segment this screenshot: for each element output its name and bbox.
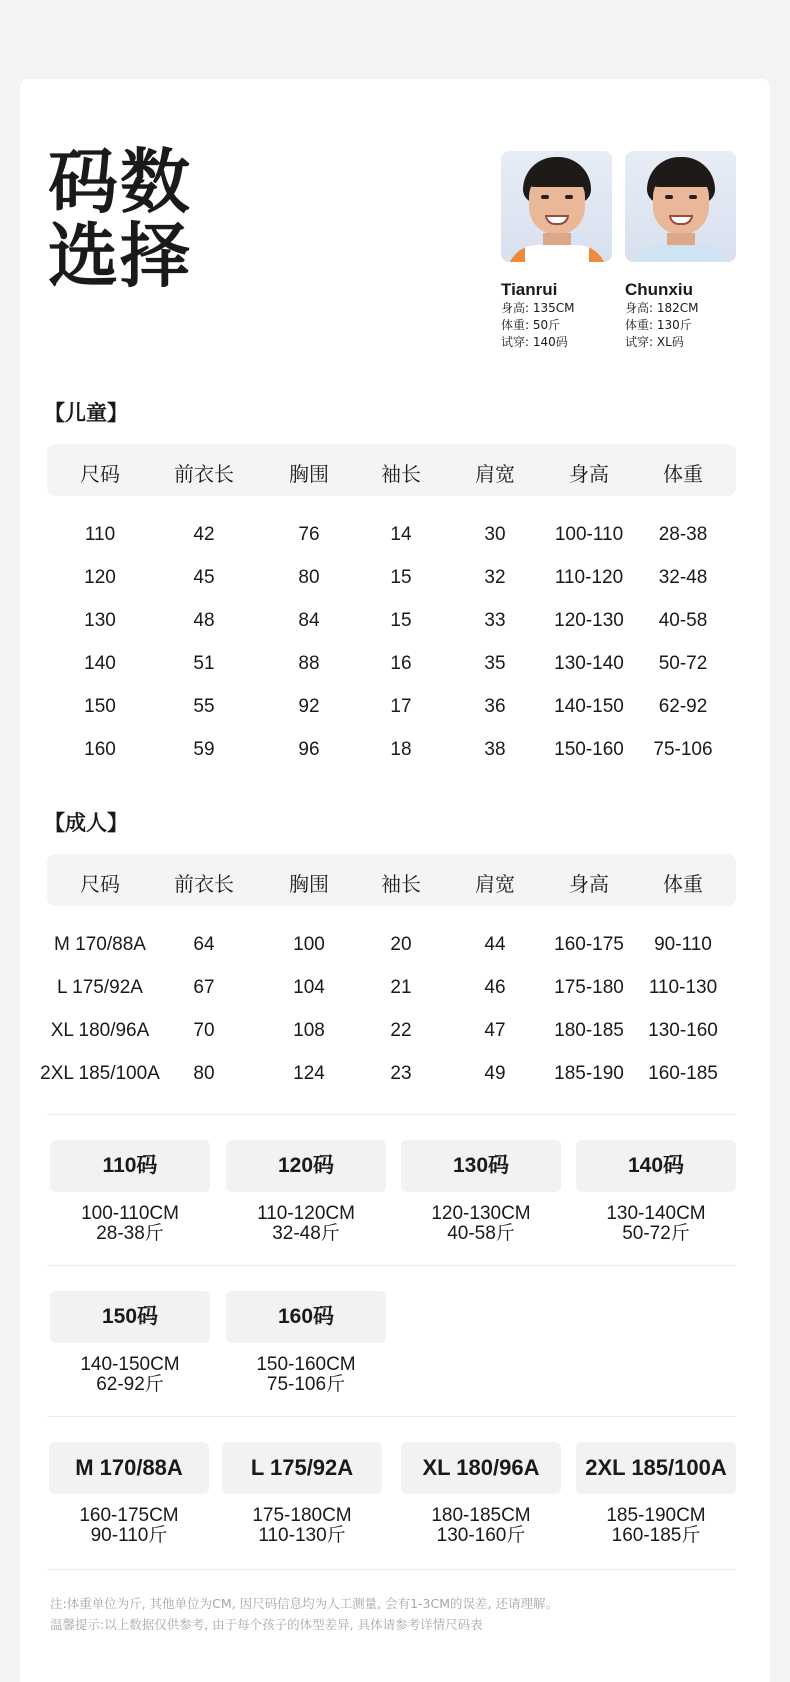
size-chip: 140码: [576, 1140, 736, 1192]
size-chip: 150码: [50, 1291, 210, 1343]
size-chip-info: [217, 1506, 387, 1546]
adults-table-cell: 104: [293, 977, 325, 998]
kids-table-cell: 38: [484, 739, 506, 760]
size-chip-info: [221, 1355, 391, 1395]
adults-table-cell: 175-180: [554, 977, 624, 998]
model-weight: 体重: 50斤: [501, 318, 561, 332]
kids-table-cell: 96: [298, 739, 320, 760]
kids-table-cell: 45: [193, 567, 215, 588]
kids-header-cell: 尺码: [80, 462, 120, 486]
kids-table-cell: 120: [84, 567, 116, 588]
adults-table-cell: L 175/92A: [57, 977, 143, 998]
kids-table-cell: 15: [390, 567, 412, 588]
size-chip-info: [45, 1204, 215, 1244]
kids-table-cell: 150: [84, 696, 116, 717]
size-chip: XL 180/96A: [401, 1442, 561, 1494]
kids-table-cell: 150-160: [554, 739, 624, 760]
size-chip-info: [571, 1506, 741, 1546]
adults-table-cell: 110-130: [648, 977, 718, 998]
size-chip-info: [396, 1506, 566, 1546]
kids-table-cell: 140: [84, 653, 116, 674]
size-chip: L 175/92A: [222, 1442, 382, 1494]
adults-table-cell: 20: [390, 934, 412, 955]
kids-table-cell: 36: [484, 696, 506, 717]
size-chip-info: [44, 1506, 214, 1546]
size-chip: 110码: [50, 1140, 210, 1192]
title-line-2: 选择: [48, 215, 192, 297]
adults-table-cell: 180-185: [554, 1020, 624, 1041]
adults-header-cell: 尺码: [80, 872, 120, 896]
kids-table-cell: 30: [484, 524, 506, 545]
kids-table-cell: 120-130: [554, 610, 624, 631]
chip-height-range: 110-120CM: [257, 1203, 355, 1224]
kids-header-cell: 肩宽: [475, 462, 515, 486]
chip-weight-range: 75-106斤: [266, 1374, 346, 1395]
kids-table-cell: 76: [298, 524, 320, 545]
kids-section-label: 【儿童】: [44, 401, 128, 425]
chip-weight-range: 28-38斤: [96, 1223, 164, 1244]
model-photo-tianrui: [501, 151, 612, 262]
chip-weight-range: 90-110斤: [90, 1525, 168, 1546]
kids-table-cell: 32-48: [658, 567, 708, 588]
model-name: Tianrui: [501, 280, 558, 299]
chip-weight-range: 130-160斤: [436, 1525, 526, 1546]
adults-header-cell: 前衣长: [174, 872, 234, 896]
model-photo-chunxiu: [625, 151, 736, 262]
adults-header-cell: 袖长: [381, 872, 421, 896]
adults-table-header: [47, 854, 736, 906]
chip-height-range: 130-140CM: [606, 1203, 706, 1224]
kids-header-cell: 胸围: [289, 462, 329, 486]
chip-height-range: 120-130CM: [431, 1203, 531, 1224]
kids-header-cell: 袖长: [381, 462, 421, 486]
size-chip: 120码: [226, 1140, 386, 1192]
kids-table-cell: 42: [193, 524, 215, 545]
kids-header-cell: 体重: [663, 462, 703, 486]
size-chip: 2XL 185/100A: [576, 1442, 736, 1494]
kids-table-cell: 35: [484, 653, 506, 674]
model-card-chunxiu: [625, 151, 736, 351]
kids-table-cell: 48: [193, 610, 215, 631]
kids-table-cell: 50-72: [658, 653, 708, 674]
chip-height-range: 180-185CM: [431, 1505, 531, 1526]
chip-height-range: 175-180CM: [252, 1505, 352, 1526]
chip-weight-range: 62-92斤: [96, 1374, 164, 1395]
chip-weight-range: 110-130斤: [258, 1525, 346, 1546]
adults-table-cell: 46: [484, 977, 506, 998]
adults-table-cell: 130-160: [648, 1020, 718, 1041]
size-chip: 130码: [401, 1140, 561, 1192]
kids-table-cell: 40-58: [658, 610, 708, 631]
kids-table-cell: 59: [193, 739, 215, 760]
model-height: 身高: 135CM: [501, 301, 575, 315]
kids-table-cell: 110-120: [554, 567, 624, 588]
kids-table-cell: 28-38: [658, 524, 708, 545]
divider: [47, 1265, 736, 1266]
kids-table-cell: 15: [390, 610, 412, 631]
adults-table-cell: 67: [193, 977, 215, 998]
adults-table-cell: 100: [293, 934, 325, 955]
kids-table-cell: 33: [484, 610, 506, 631]
size-chip: M 170/88A: [49, 1442, 209, 1494]
page-title: [48, 141, 192, 297]
kids-table-cell: 92: [298, 696, 320, 717]
divider: [47, 1569, 736, 1570]
kids-table-header: [47, 444, 736, 496]
kids-table-cell: 62-92: [658, 696, 708, 717]
adults-table-cell: 49: [484, 1063, 506, 1084]
model-weight: 体重: 130斤: [625, 318, 692, 332]
size-chip-info: [396, 1204, 566, 1244]
model-name: Chunxiu: [625, 280, 693, 299]
kids-table-cell: 75-106: [653, 739, 713, 760]
adults-table-cell: 90-110: [654, 934, 712, 955]
chip-height-range: 150-160CM: [256, 1354, 356, 1375]
divider: [47, 1416, 736, 1417]
adults-table-cell: 64: [193, 934, 215, 955]
adults-table-cell: 23: [390, 1063, 412, 1084]
adults-table-cell: 22: [390, 1020, 412, 1041]
adults-table-cell: 160-175: [554, 934, 624, 955]
model-fit: 试穿: XL码: [625, 335, 684, 349]
kids-table-cell: 110: [84, 524, 116, 545]
kids-table-cell: 80: [298, 567, 320, 588]
adults-table-cell: M 170/88A: [54, 934, 146, 955]
kids-header-cell: 身高: [569, 462, 609, 486]
adults-table-cell: 21: [390, 977, 412, 998]
kids-table-cell: 140-150: [554, 696, 624, 717]
chip-height-range: 160-175CM: [79, 1505, 179, 1526]
size-chip-info: [571, 1204, 741, 1244]
title-line-1: 码数: [48, 141, 192, 223]
kids-table-cell: 32: [484, 567, 506, 588]
adults-header-cell: 胸围: [289, 872, 329, 896]
chip-height-range: 140-150CM: [80, 1354, 180, 1375]
divider: [47, 1114, 736, 1115]
kids-table-cell: 130-140: [554, 653, 624, 674]
kids-table-cell: 18: [390, 739, 412, 760]
chip-weight-range: 32-48斤: [272, 1223, 340, 1244]
kids-table-cell: 84: [298, 610, 320, 631]
model-fit: 试穿: 140码: [501, 335, 568, 349]
size-chip: 160码: [226, 1291, 386, 1343]
adults-table-cell: 160-185: [648, 1063, 718, 1084]
adults-table-cell: 47: [484, 1020, 506, 1041]
kids-table-cell: 130: [84, 610, 116, 631]
adults-table-cell: XL 180/96A: [50, 1020, 150, 1041]
adults-table-cell: 108: [293, 1020, 325, 1041]
kids-table-cell: 55: [193, 696, 215, 717]
adults-section-label: 【成人】: [44, 811, 128, 835]
adults-table-cell: 80: [193, 1063, 215, 1084]
size-chip-info: [221, 1204, 391, 1244]
kids-table-cell: 100-110: [554, 524, 624, 545]
note-units: 注:体重单位为斤, 其他单位为CM, 因尺码信息均为人工测量, 会有1-3CM的误差, 还请理解。: [50, 1596, 558, 1611]
adults-table-cell: 44: [484, 934, 506, 955]
kids-header-cell: 前衣长: [174, 462, 234, 486]
chip-weight-range: 160-185斤: [611, 1525, 701, 1546]
chip-height-range: 100-110CM: [81, 1203, 179, 1224]
kids-table-cell: 88: [298, 653, 320, 674]
kids-table-cell: 16: [390, 653, 412, 674]
adults-table-cell: 124: [293, 1063, 325, 1084]
adults-table-cell: 2XL 185/100A: [40, 1063, 160, 1084]
adults-header-cell: 体重: [663, 872, 703, 896]
adults-table-cell: 70: [193, 1020, 215, 1041]
model-card-tianrui: [501, 151, 612, 351]
chip-weight-range: 40-58斤: [447, 1223, 515, 1244]
adults-table-cell: 185-190: [554, 1063, 624, 1084]
kids-table-cell: 51: [193, 653, 215, 674]
kids-table-cell: 160: [84, 739, 116, 760]
model-height: 身高: 182CM: [625, 301, 699, 315]
chip-weight-range: 50-72斤: [622, 1223, 690, 1244]
note-tip: 温馨提示:以上数据仅供参考, 由于每个孩子的体型差异, 具体请参考详情尺码表: [50, 1617, 483, 1632]
kids-table-cell: 17: [390, 696, 412, 717]
adults-header-cell: 身高: [569, 872, 609, 896]
size-chip-info: [45, 1355, 215, 1395]
chip-height-range: 185-190CM: [606, 1505, 706, 1526]
adults-header-cell: 肩宽: [475, 872, 515, 896]
kids-table-cell: 14: [390, 524, 412, 545]
